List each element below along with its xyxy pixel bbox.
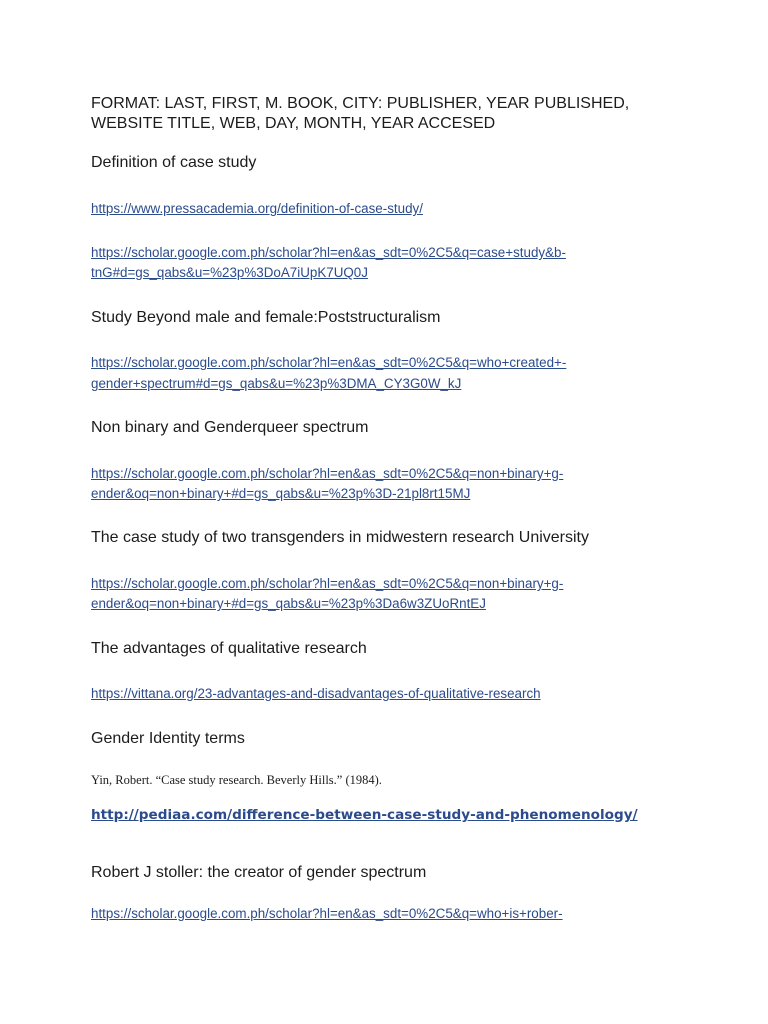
link-scholar-case-study-line-1[interactable]: https://scholar.google.com.ph/scholar?hl=en&as_sdt=0%2C5&q=case+study&b- [91, 245, 566, 260]
link-vittana[interactable]: https://vittana.org/23-advantages-and-disadvantages-of-qualitative-research [91, 686, 541, 701]
section-heading-non-binary: Non binary and Genderqueer spectrum [91, 419, 369, 436]
citation-yin: Yin, Robert. “Case study research. Beverly Hills.” (1984). [91, 773, 382, 787]
section-heading-transgenders-case-study: The case study of two transgenders in midwestern research University [91, 529, 589, 546]
section-heading-robert-stoller: Robert J stoller: the creator of gender spectrum [91, 864, 427, 881]
link-scholar-gender-spectrum-line-2[interactable]: gender+spectrum#d=gs_qabs&u=%23p%3DMA_CY3G0W_kJ [91, 376, 462, 391]
link-scholar-non-binary-line-2[interactable]: ender&oq=non+binary+#d=gs_qabs&u=%23p%3D-21pl8rt15MJ [91, 486, 471, 501]
section-heading-definition: Definition of case study [91, 154, 257, 171]
section-heading-qualitative-advantages: The advantages of qualitative research [91, 640, 367, 657]
link-scholar-transgenders-line-1[interactable]: https://scholar.google.com.ph/scholar?hl=en&as_sdt=0%2C5&q=non+binary+g- [91, 576, 564, 591]
format-line-1: FORMAT: LAST, FIRST, M. BOOK, CITY: PUBLISHER, YEAR PUBLISHED, [91, 95, 630, 112]
link-scholar-stoller[interactable]: https://scholar.google.com.ph/scholar?hl=en&as_sdt=0%2C5&q=who+is+rober- [91, 906, 563, 921]
link-scholar-transgenders-line-2[interactable]: ender&oq=non+binary+#d=gs_qabs&u=%23p%3Da6w3ZUoRntEJ [91, 596, 486, 611]
link-pressacademia[interactable]: https://www.pressacademia.org/definition-of-case-study/ [91, 201, 423, 216]
format-line-2: WEBSITE TITLE, WEB, DAY, MONTH, YEAR ACCESED [91, 115, 496, 132]
section-heading-poststructuralism: Study Beyond male and female:Poststructuralism [91, 309, 441, 326]
link-scholar-non-binary-line-1[interactable]: https://scholar.google.com.ph/scholar?hl=en&as_sdt=0%2C5&q=non+binary+g- [91, 466, 564, 481]
section-heading-gender-identity-terms: Gender Identity terms [91, 730, 245, 747]
link-pediaa[interactable]: http://pediaa.com/difference-between-case-study-and-phenomenology/ [91, 807, 638, 823]
link-scholar-gender-spectrum-line-1[interactable]: https://scholar.google.com.ph/scholar?hl=en&as_sdt=0%2C5&q=who+created+- [91, 355, 567, 370]
link-scholar-case-study-line-2[interactable]: tnG#d=gs_qabs&u=%23p%3DoA7iUpK7UQ0J [91, 265, 368, 280]
